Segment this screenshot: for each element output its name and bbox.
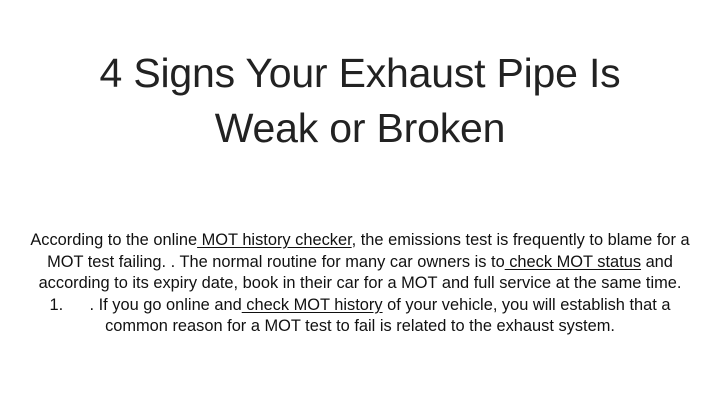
slide-body xyxy=(22,230,698,338)
intro-paragraph xyxy=(22,230,698,295)
list-item-number: 1. xyxy=(49,295,64,314)
paragraph-text-1: According to the online xyxy=(30,231,198,249)
list-item-text-1: . If you go online and xyxy=(89,295,242,314)
list-item-text-2: of your vehicle, you will establish that a common reason for a MOT test to fail is related to the exhaust system. xyxy=(105,295,671,336)
slide-title xyxy=(20,46,700,156)
title-line-2: Weak or Broken xyxy=(214,105,506,151)
paragraph-text-3: and according to its expiry date, book in their car for a MOT and full service at the same time. xyxy=(38,252,682,293)
check-mot-status-link[interactable]: check MOT status xyxy=(504,252,642,271)
list-item xyxy=(22,295,698,338)
title-line-1: 4 Signs Your Exhaust Pipe Is xyxy=(99,50,621,96)
mot-history-checker-link[interactable]: MOT history checker xyxy=(197,231,352,249)
paragraph-text-2: , the emissions test is frequently to blame for a MOT test failing. . The normal routine for many car owners is to xyxy=(47,231,690,271)
check-mot-history-link[interactable]: check MOT history xyxy=(241,295,383,314)
